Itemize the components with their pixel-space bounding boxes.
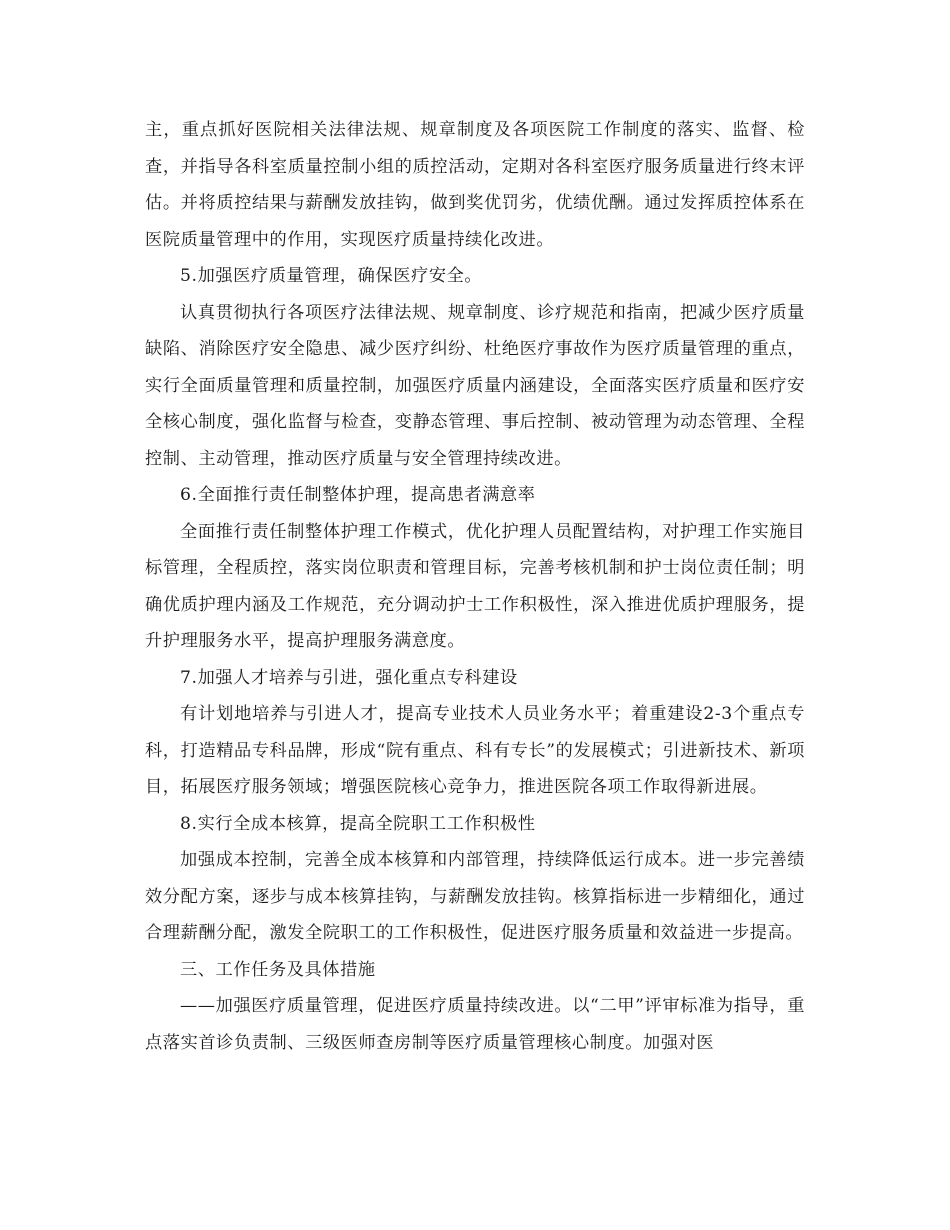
section-heading-6: 6.全面推行责任制整体护理，提高患者满意率 xyxy=(180,485,536,505)
document-body xyxy=(145,112,805,1061)
paragraph-3: ——加强医疗质量管理，促进医疗质量持续改进。以“二甲”评审标准为指导，重点落实首诊负责制、三级医师查房制等医疗质量管理核心制度。加强对医 xyxy=(145,996,805,1053)
paragraph-5: 认真贯彻执行各项医疗法律法规、规章制度、诊疗规范和指南，把减少医疗质量缺陷、消除医疗安全隐患、减少医疗纠纷、杜绝医疗事故作为医疗质量管理的重点，实行全面质量管理和质量控制，加强医疗质量内涵建设，全面落实医疗质量和医疗安全核心制度，强化监督与检查，变静态管理、事后控制、被动管理为动态管理、全程控制、主动管理，推动医疗质量与安全管理持续改进。 xyxy=(145,302,805,469)
paragraph-continued: 主，重点抓好医院相关法律法规、规章制度及各项医院工作制度的落实、监督、检查，并指导各科室质量控制小组的质控活动，定期对各科室医疗服务质量进行终末评估。并将质控结果与薪酬发放挂钩，做到奖优罚劣，优绩优酬。通过发挥质控体系在医院质量管理中的作用，实现医疗质量持续化改进。 xyxy=(145,120,805,250)
paragraph-8: 加强成本控制，完善全成本核算和内部管理，持续降低运行成本。进一步完善绩效分配方案，逐步与成本核算挂钩，与薪酬发放挂钩。核算指标进一步精细化，通过合理薪酬分配，激发全院职工的工作积极性，促进医疗服务质量和效益进一步提高。 xyxy=(145,850,805,943)
section-heading-3: 三、工作任务及具体措施 xyxy=(180,959,376,980)
section-heading-8: 8.实行全成本核算，提高全院职工工作积极性 xyxy=(180,813,536,834)
paragraph-6: 全面推行责任制整体护理工作模式，优化护理人员配置结构，对护理工作实施目标管理，全程质控，落实岗位职责和管理目标，完善考核机制和护士岗位责任制；明确优质护理内涵及工作规范，充分调动护士工作积极性，深入推进优质护理服务，提升护理服务水平，提高护理服务满意度。 xyxy=(145,521,805,651)
paragraph-7: 有计划地培养与引进人才，提高专业技术人员业务水平；着重建设2-3个重点专科，打造精品专科品牌，形成“院有重点、科有专长”的发展模式；引进新技术、新项目，拓展医疗服务领域；增强医院核心竞争力，推进医院各项工作取得新进展。 xyxy=(145,704,805,797)
section-heading-7: 7.加强人才培养与引进，强化重点专科建设 xyxy=(180,667,518,688)
section-heading-5: 5.加强医疗质量管理，确保医疗安全。 xyxy=(180,266,483,286)
